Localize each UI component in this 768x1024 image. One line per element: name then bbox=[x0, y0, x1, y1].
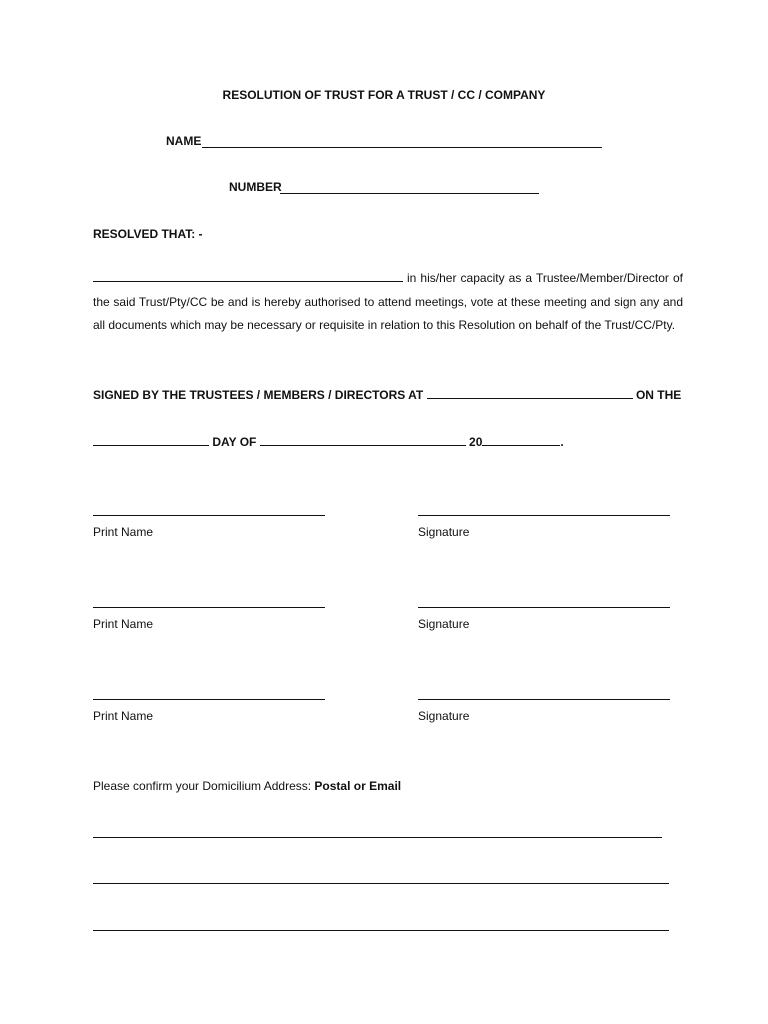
domicilium-prompt-text: Please confirm your Domicilium Address: bbox=[93, 779, 312, 793]
address-line-1[interactable] bbox=[93, 837, 662, 838]
signed-on-label: ON THE bbox=[635, 388, 682, 402]
signing-place-field[interactable] bbox=[427, 387, 633, 399]
print-name-field[interactable] bbox=[93, 515, 325, 516]
month-field[interactable] bbox=[260, 434, 466, 446]
number-field[interactable] bbox=[280, 193, 539, 194]
signature-field[interactable] bbox=[418, 515, 670, 516]
address-line-3[interactable] bbox=[93, 930, 669, 931]
address-line-2[interactable] bbox=[93, 883, 669, 884]
signature-label: Signature bbox=[418, 709, 470, 723]
number-label: NUMBER bbox=[229, 180, 282, 194]
print-name-label: Print Name bbox=[93, 617, 154, 631]
print-name-label: Print Name bbox=[93, 709, 154, 723]
nominee-name-field[interactable] bbox=[93, 269, 403, 282]
year-suffix: . bbox=[560, 435, 564, 449]
date-line bbox=[93, 434, 564, 449]
signature-field[interactable] bbox=[418, 607, 670, 608]
resolution-text: in his/her capacity as a Trustee/Member/Director of the said Trust/Pty/CC be and is hereby authorised to attend meetings, vote at these meeting and sign any and all documents which may be necessary or requisite in relation to this Resolution on behalf of the Trust/CC/Pty. bbox=[93, 271, 683, 332]
signature-label: Signature bbox=[418, 525, 470, 539]
name-label: NAME bbox=[166, 134, 202, 148]
day-field[interactable] bbox=[93, 434, 209, 446]
day-of-label: DAY OF bbox=[212, 435, 257, 449]
print-name-label: Print Name bbox=[93, 525, 154, 539]
form-title: RESOLUTION OF TRUST FOR A TRUST / CC / COMPANY bbox=[222, 88, 546, 102]
year-prefix: 20 bbox=[469, 435, 483, 449]
signed-by-label: SIGNED BY THE TRUSTEES / MEMBERS / DIRECTORS AT bbox=[93, 388, 424, 402]
signature-label: Signature bbox=[418, 617, 470, 631]
signed-by-line bbox=[93, 387, 681, 402]
domicilium-prompt bbox=[93, 779, 401, 793]
year-field[interactable] bbox=[482, 434, 560, 446]
resolution-paragraph bbox=[93, 267, 683, 338]
print-name-field[interactable] bbox=[93, 699, 325, 700]
domicilium-options: Postal or Email bbox=[314, 779, 402, 793]
name-field[interactable] bbox=[202, 147, 602, 148]
print-name-field[interactable] bbox=[93, 607, 325, 608]
resolved-heading: RESOLVED THAT: - bbox=[93, 227, 203, 241]
signature-field[interactable] bbox=[418, 699, 670, 700]
